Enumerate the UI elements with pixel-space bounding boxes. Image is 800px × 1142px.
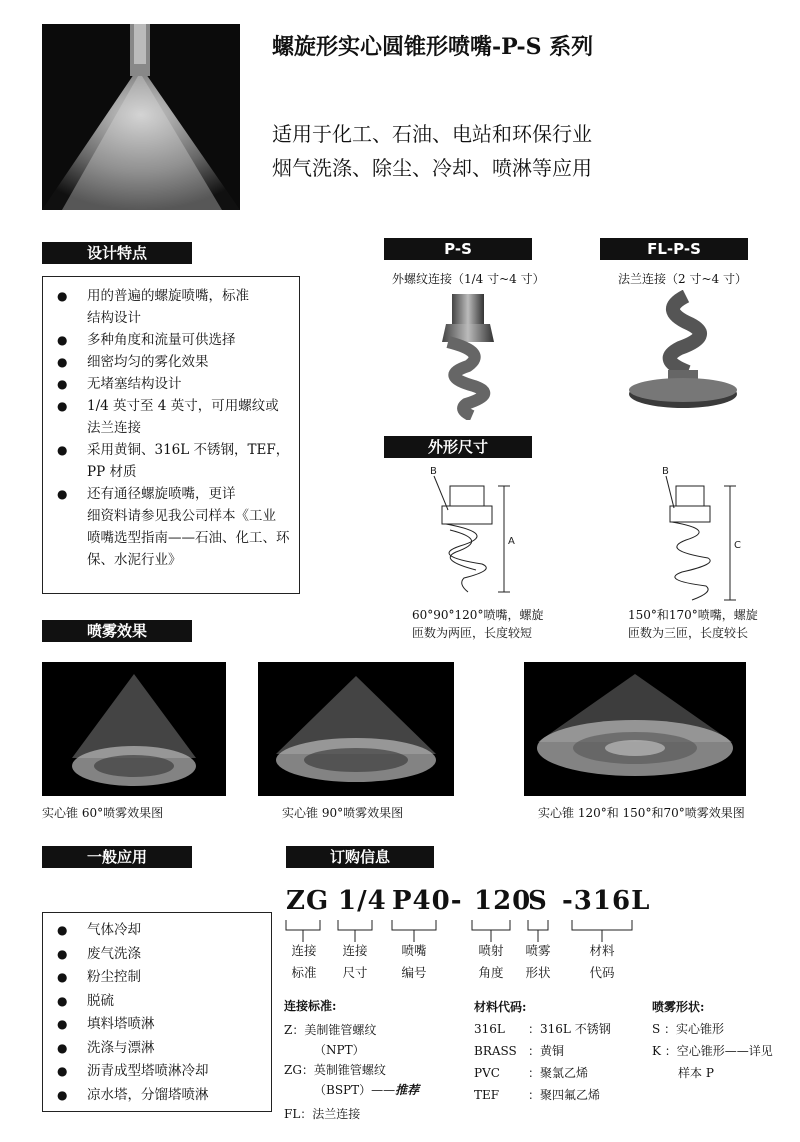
design-item: ● 用的普遍的螺旋喷嘴，标准 结构设计	[43, 285, 299, 329]
recommend-tag: 推荐	[395, 1083, 420, 1097]
design-item: ● 1/4 英寸至 4 英寸，可用螺纹或 法兰连接	[43, 395, 299, 439]
material-code: TEF	[474, 1088, 500, 1102]
shape-s: S ：实心锥形	[652, 1022, 725, 1036]
design-item: ● 多种角度和流量可供选择	[43, 329, 299, 351]
design-header: 设计特点	[42, 242, 192, 264]
general-item: ● 洗涤与漂淋	[43, 1037, 271, 1061]
spray-caption-120: 实心锥 120°和 150°和70°喷雾效果图	[538, 806, 745, 820]
model-ps-caption: 外螺纹连接（1/4 寸~4 寸）	[392, 272, 545, 286]
svg-text:A: A	[508, 536, 515, 547]
conn-z-line1: Z：美制锥管螺纹	[284, 1023, 377, 1037]
header-spray-photo	[42, 24, 240, 210]
general-item: ● 脱硫	[43, 990, 271, 1014]
code-label-shape: 喷雾 形状	[525, 943, 551, 980]
svg-text:B: B	[662, 466, 669, 477]
conn-standards	[284, 996, 464, 1124]
svg-text:C: C	[734, 540, 741, 551]
spray-header: 喷雾效果	[42, 620, 192, 642]
svg-text:B: B	[430, 466, 437, 477]
dimension-note-right: 150°和170°喷嘴，螺旋 匝数为三匝，长度较长	[628, 608, 758, 640]
code-label-conn-std: 连接 标准	[291, 943, 317, 980]
material-title: 材料代码:	[474, 1000, 527, 1014]
general-item: ● 废气洗涤	[43, 943, 271, 967]
code-label-material: 材料 代码	[589, 943, 615, 980]
conn-zg-line2: （BSPT）——推荐	[314, 1083, 420, 1097]
spray-shapes	[652, 996, 792, 1084]
design-item: ● 无堵塞结构设计	[43, 373, 299, 395]
general-item: ● 凉水塔，分馏塔喷淋	[43, 1084, 271, 1108]
dimensions-header: 外形尺寸	[384, 436, 532, 458]
material-code: PVC	[474, 1066, 500, 1080]
conn-z-line2: （NPT）	[314, 1043, 365, 1057]
page-title: 螺旋形实心圆锥形喷嘴-P-S 系列	[272, 34, 594, 60]
conn-title: 连接标准:	[284, 999, 337, 1013]
material-rows	[474, 1018, 644, 1106]
general-list	[43, 919, 271, 1107]
general-item: ● 粉尘控制	[43, 966, 271, 990]
code-shape: S	[528, 886, 548, 916]
general-box	[42, 912, 272, 1112]
spray-photo-60	[42, 662, 226, 796]
general-item: ● 气体冷却	[43, 919, 271, 943]
material-row	[474, 1018, 644, 1040]
shape-k2: 样本 P	[678, 1066, 714, 1080]
material-row	[474, 1084, 644, 1106]
conn-zg-line1: ZG：英制锥管螺纹	[284, 1063, 386, 1077]
model-flps-caption: 法兰连接（2 寸~4 寸）	[618, 272, 747, 286]
ps-nozzle-image	[428, 290, 508, 420]
material-desc: ：聚四氟乙烯	[528, 1088, 601, 1102]
material-code: 316L	[474, 1022, 505, 1036]
code-number: P40-	[392, 886, 463, 916]
shape-title: 喷雾形状:	[652, 1000, 705, 1014]
material-desc: ：316L 不锈钢	[528, 1022, 611, 1036]
material-row	[474, 1062, 644, 1084]
spray-caption-90: 实心锥 90°喷雾效果图	[282, 806, 404, 820]
code-size: 1/4	[338, 886, 387, 916]
spray-photo-90	[258, 662, 454, 796]
spray-caption-60: 实心锥 60°喷雾效果图	[42, 806, 164, 820]
material-desc: ：黄铜	[528, 1044, 565, 1058]
flps-nozzle-image	[628, 290, 738, 412]
general-item: ● 沥青成型塔喷淋冷却	[43, 1060, 271, 1084]
design-item: ● 细密均匀的雾化效果	[43, 351, 299, 373]
code-label-angle: 喷射 角度	[478, 943, 504, 980]
code-label-conn-size: 连接 尺寸	[342, 943, 368, 980]
general-header: 一般应用	[42, 846, 192, 868]
design-list	[43, 285, 299, 571]
dimension-drawing-right	[652, 460, 762, 610]
design-item: ● 采用黄铜、316L 不锈钢，TEF， PP 材质	[43, 439, 299, 483]
dimension-drawing-left	[420, 460, 530, 606]
subtitle-line-1: 适用于化工、石油、电站和环保行业	[272, 122, 592, 146]
model-flps-label: FL-P-S	[600, 238, 748, 260]
shape-k1: K ：空心锥形——详见	[652, 1044, 773, 1058]
model-ps-label: P-S	[384, 238, 532, 260]
order-header: 订购信息	[286, 846, 434, 868]
general-item: ● 填料塔喷淋	[43, 1013, 271, 1037]
code-material: -316L	[562, 886, 651, 916]
material-desc: ：聚氯乙烯	[528, 1066, 589, 1080]
code-zg: ZG	[286, 886, 330, 916]
conn-fl: FL：法兰连接	[284, 1107, 361, 1121]
code-angle: 120	[474, 886, 532, 916]
subtitle-line-2: 烟气洗涤、除尘、冷却、喷淋等应用	[272, 156, 592, 180]
material-code: BRASS	[474, 1044, 517, 1058]
dimension-note-left: 60°90°120°喷嘴，螺旋 匝数为两匝，长度较短	[412, 608, 544, 640]
material-row	[474, 1040, 644, 1062]
code-label-nozzle-no: 喷嘴 编号	[401, 943, 427, 980]
material-codes	[474, 996, 644, 1106]
spray-photo-120	[524, 662, 746, 796]
design-box	[42, 276, 300, 594]
design-item: ● 还有通径螺旋喷嘴，更详 细资料请参见我公司样本《工业 喷嘴选型指南——石油、化工、环 保、水泥行业》	[43, 483, 299, 571]
